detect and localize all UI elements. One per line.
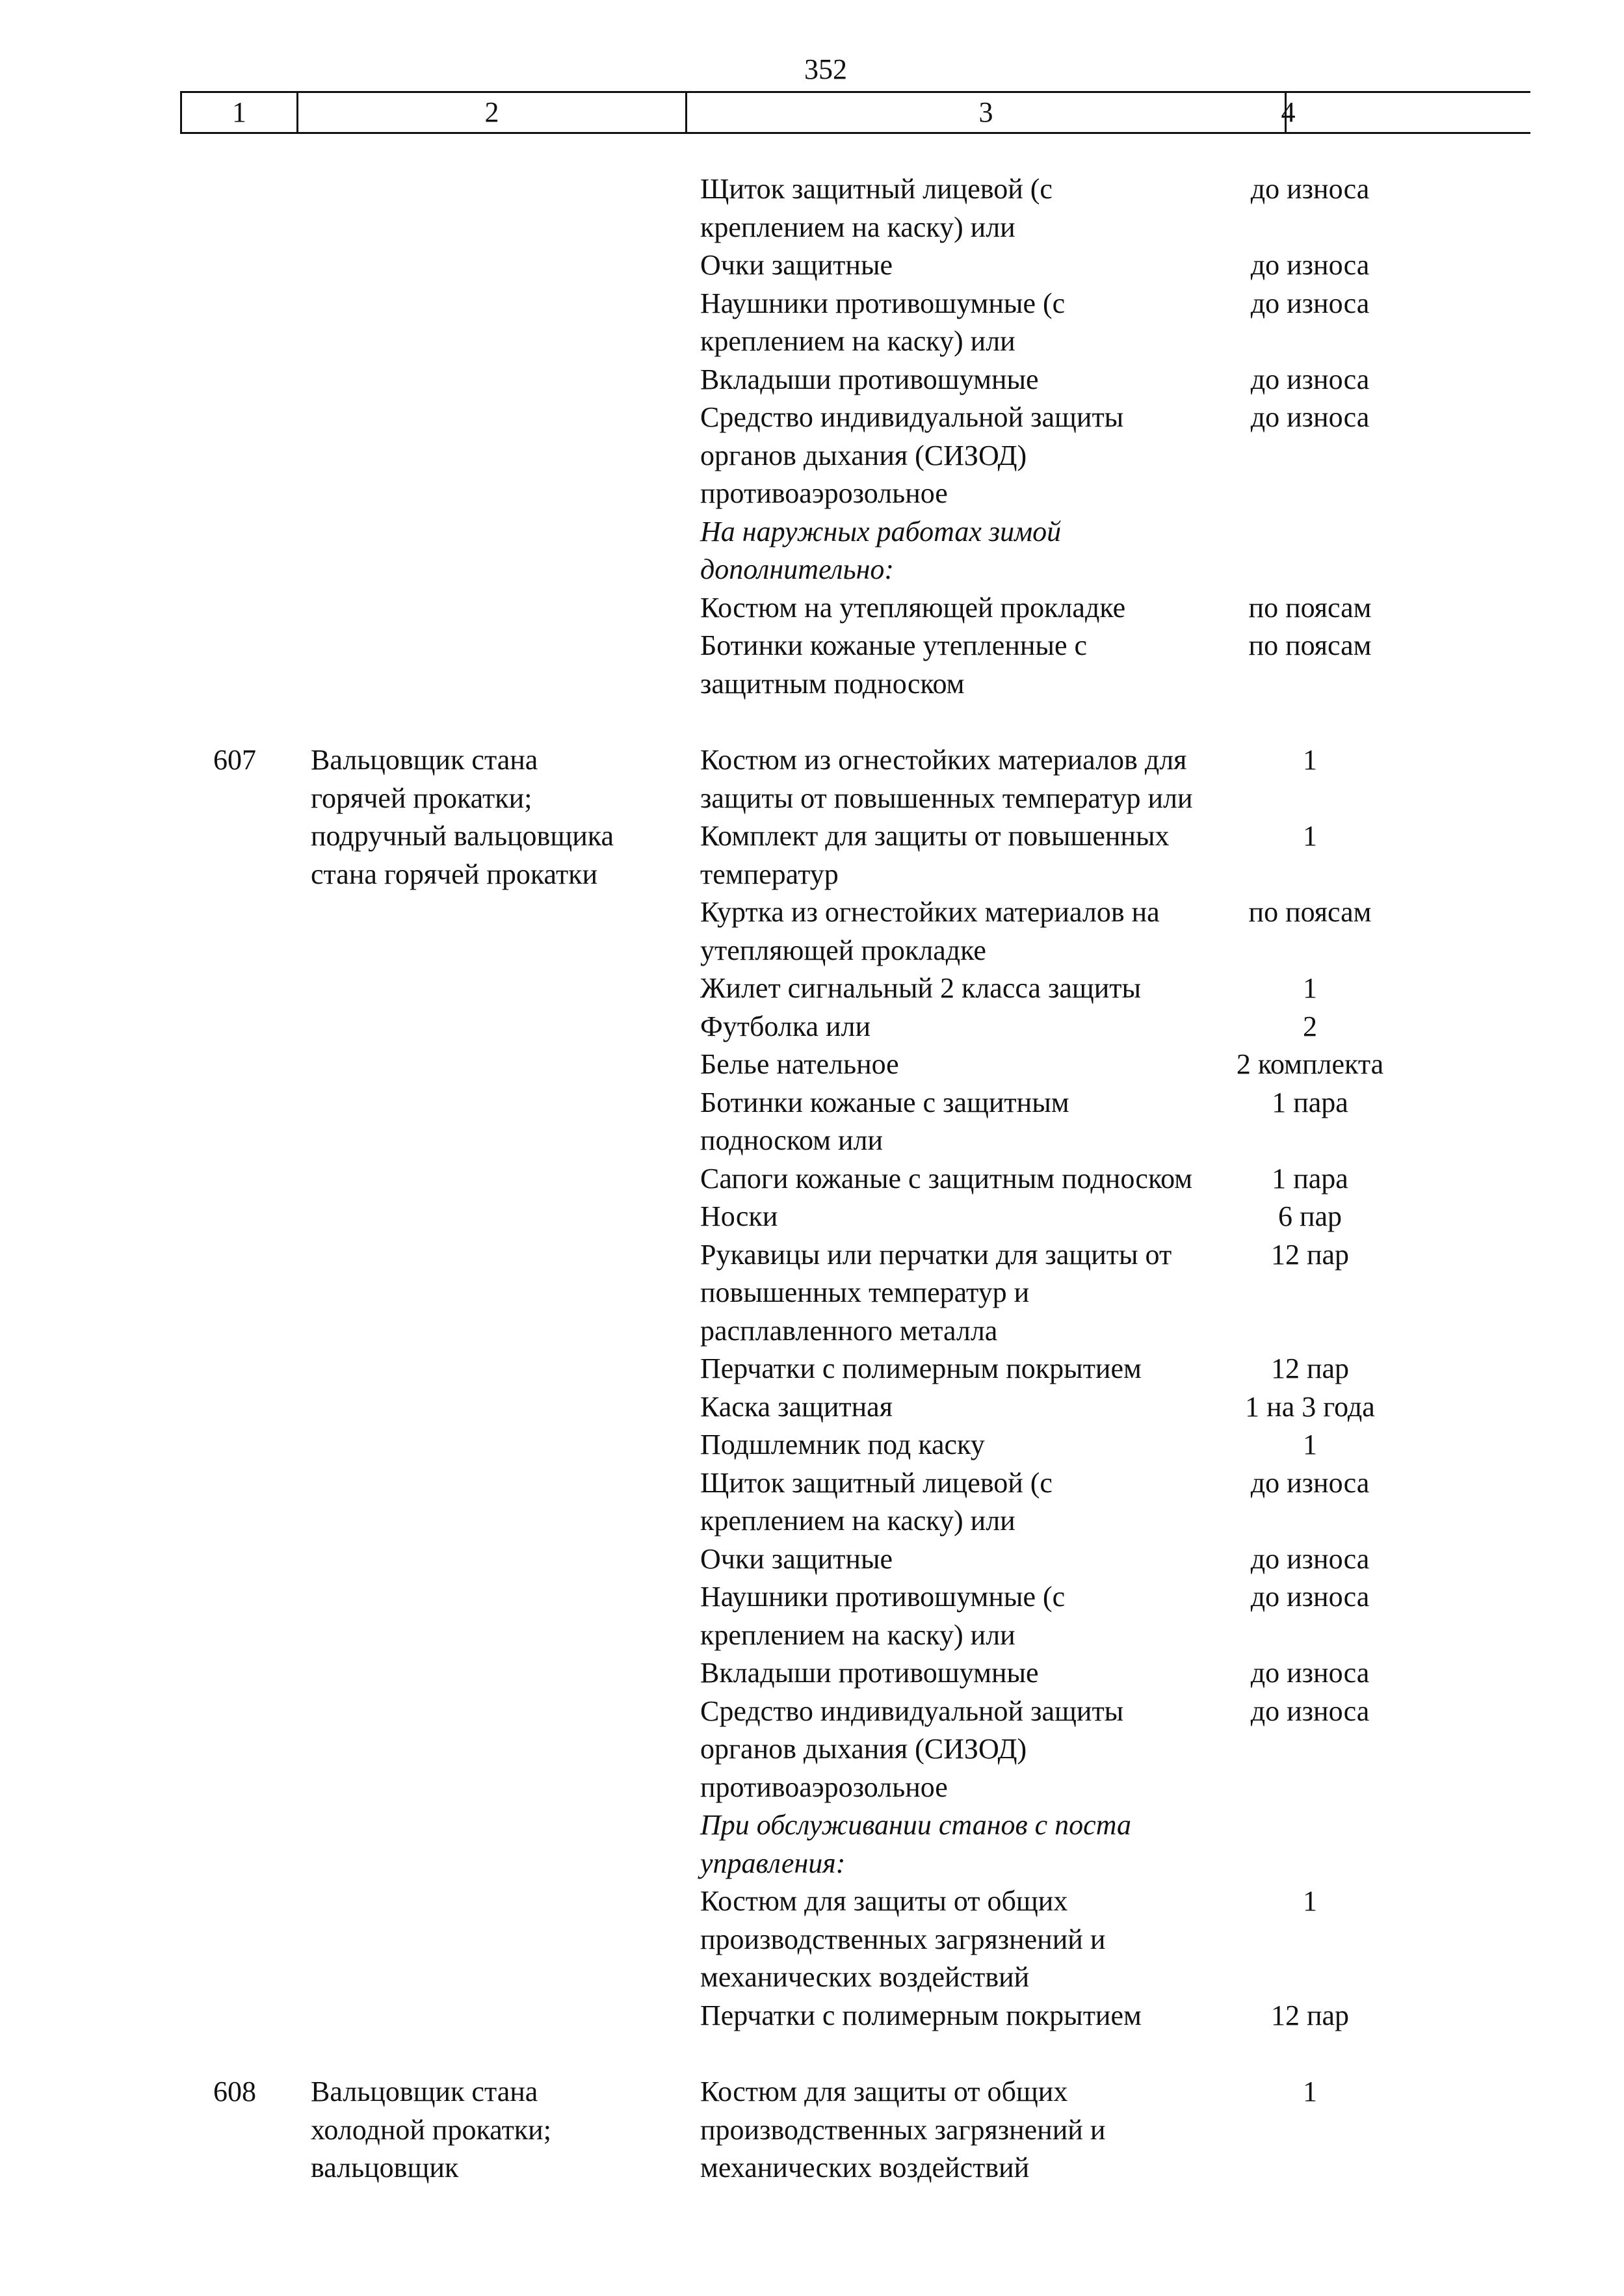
item-line: расплавленного металла <box>700 1315 998 1347</box>
profession-line: холодной прокатки; <box>311 2114 551 2146</box>
item-line: Каска защитная <box>700 1391 893 1423</box>
item-line: Очки защитные <box>700 1543 893 1575</box>
column-header-4: 4 <box>1281 96 1296 128</box>
section-note: управления: <box>700 1847 846 1879</box>
issue-term: до износа <box>1250 287 1370 319</box>
issue-term: 1 <box>1303 744 1317 776</box>
entry-number: 608 <box>213 2076 256 2107</box>
profession-line: Вальцовщик стана <box>311 744 538 776</box>
profession-line: Вальцовщик стана <box>311 2076 538 2107</box>
item-line: механических воздействий <box>700 2152 1030 2184</box>
column-header-2: 2 <box>298 93 687 132</box>
page-number: 352 <box>804 53 847 85</box>
item-line: Очки защитные <box>700 249 893 281</box>
item-line: производственных загрязнений и <box>700 2114 1106 2146</box>
section-note: дополнительно: <box>700 553 895 585</box>
column-header-3: 3 <box>687 93 1287 132</box>
issue-term: до износа <box>1250 363 1370 395</box>
item-line: Подшлемник под каску <box>700 1429 985 1460</box>
item-line: Жилет сигнальный 2 класса защиты <box>700 972 1142 1004</box>
item-line: Щиток защитный лицевой (с <box>700 173 1053 205</box>
issue-term: до износа <box>1250 401 1370 433</box>
issue-term: 12 пар <box>1270 1353 1350 1384</box>
item-line: Носки <box>700 1200 778 1232</box>
item-line: Комплект для защиты от повышенных <box>700 820 1170 852</box>
issue-term: до износа <box>1250 1467 1370 1499</box>
item-line: Средство индивидуальной защиты <box>700 1695 1124 1727</box>
item-line: подноском или <box>700 1124 884 1156</box>
issue-term: до износа <box>1250 249 1370 281</box>
item-line: Рукавицы или перчатки для защиты от <box>700 1239 1172 1271</box>
item-line: органов дыхания (СИЗОД) <box>700 440 1027 471</box>
issue-term: до износа <box>1250 1695 1370 1727</box>
profession-line: стана горячей прокатки <box>311 858 598 890</box>
item-line: механических воздействий <box>700 1961 1030 1993</box>
issue-term: по поясам <box>1248 592 1372 624</box>
issue-term: 1 <box>1303 2076 1317 2107</box>
item-line: Ботинки кожаные утепленные с <box>700 629 1088 661</box>
issue-term: по поясам <box>1248 629 1372 661</box>
issue-term: до износа <box>1250 1543 1370 1575</box>
issue-term: до износа <box>1250 173 1370 205</box>
item-line: Щиток защитный лицевой (с <box>700 1467 1053 1499</box>
item-line: повышенных температур и <box>700 1276 1030 1308</box>
issue-term: 12 пар <box>1270 1999 1350 2031</box>
item-line: Куртка из огнестойких материалов на <box>700 896 1160 928</box>
item-line: креплением на каску) или <box>700 211 1015 243</box>
issue-term: до износа <box>1250 1581 1370 1613</box>
item-line: Средство индивидуальной защиты <box>700 401 1124 433</box>
section-note: При обслуживании станов с поста <box>700 1809 1132 1841</box>
item-line: противоаэрозольное <box>700 1771 948 1803</box>
issue-term: 1 <box>1303 1429 1317 1460</box>
item-line: креплением на каску) или <box>700 325 1015 357</box>
item-line: Перчатки с полимерным покрытием <box>700 1353 1142 1384</box>
item-line: Перчатки с полимерным покрытием <box>700 1999 1142 2031</box>
profession-line: подручный вальцовщика <box>311 820 614 852</box>
issue-term: до износа <box>1250 1657 1370 1689</box>
item-line: Вкладыши противошумные <box>700 363 1039 395</box>
issue-term: 1 на 3 года <box>1245 1391 1375 1423</box>
section-note: На наружных работах зимой <box>700 516 1062 548</box>
issue-term: 1 <box>1303 1885 1317 1917</box>
issue-term: 1 <box>1303 820 1317 852</box>
issue-term: 12 пар <box>1270 1239 1350 1271</box>
item-line: защитным подноском <box>700 668 965 700</box>
profession-line: вальцовщик <box>311 2152 459 2184</box>
item-line: Наушники противошумные (с <box>700 287 1066 319</box>
item-line: Костюм для защиты от общих <box>700 1885 1068 1917</box>
issue-term: 6 пар <box>1277 1200 1342 1232</box>
item-line: креплением на каску) или <box>700 1505 1015 1537</box>
issue-term: по поясам <box>1248 896 1372 928</box>
item-line: органов дыхания (СИЗОД) <box>700 1733 1027 1765</box>
item-line: Вкладыши противошумные <box>700 1657 1039 1689</box>
column-header-row <box>180 91 1530 134</box>
item-line: Костюм для защиты от общих <box>700 2076 1068 2107</box>
issue-term: 1 <box>1303 972 1317 1004</box>
item-line: Костюм из огнестойких материалов для <box>700 744 1187 776</box>
item-line: Наушники противошумные (с <box>700 1581 1066 1613</box>
item-line: защиты от повышенных температур или <box>700 782 1193 814</box>
item-line: утепляющей прокладке <box>700 934 986 966</box>
item-line: Сапоги кожаные с защитным подноском <box>700 1163 1193 1194</box>
profession-line: горячей прокатки; <box>311 782 532 814</box>
issue-term: 2 комплекта <box>1236 1048 1384 1080</box>
entry-number: 607 <box>213 744 256 776</box>
item-line: Ботинки кожаные с защитным <box>700 1087 1069 1118</box>
item-line: температур <box>700 858 839 890</box>
item-line: Белье нательное <box>700 1048 899 1080</box>
item-line: производственных загрязнений и <box>700 1923 1106 1955</box>
issue-term: 1 пара <box>1272 1163 1348 1194</box>
issue-term: 2 <box>1303 1010 1317 1042</box>
item-line: противоаэрозольное <box>700 477 948 509</box>
item-line: Костюм на утепляющей прокладке <box>700 592 1126 624</box>
item-line: Футболка или <box>700 1010 871 1042</box>
issue-term: 1 пара <box>1272 1087 1348 1118</box>
item-line: креплением на каску) или <box>700 1619 1015 1651</box>
column-header-1: 1 <box>180 93 298 132</box>
